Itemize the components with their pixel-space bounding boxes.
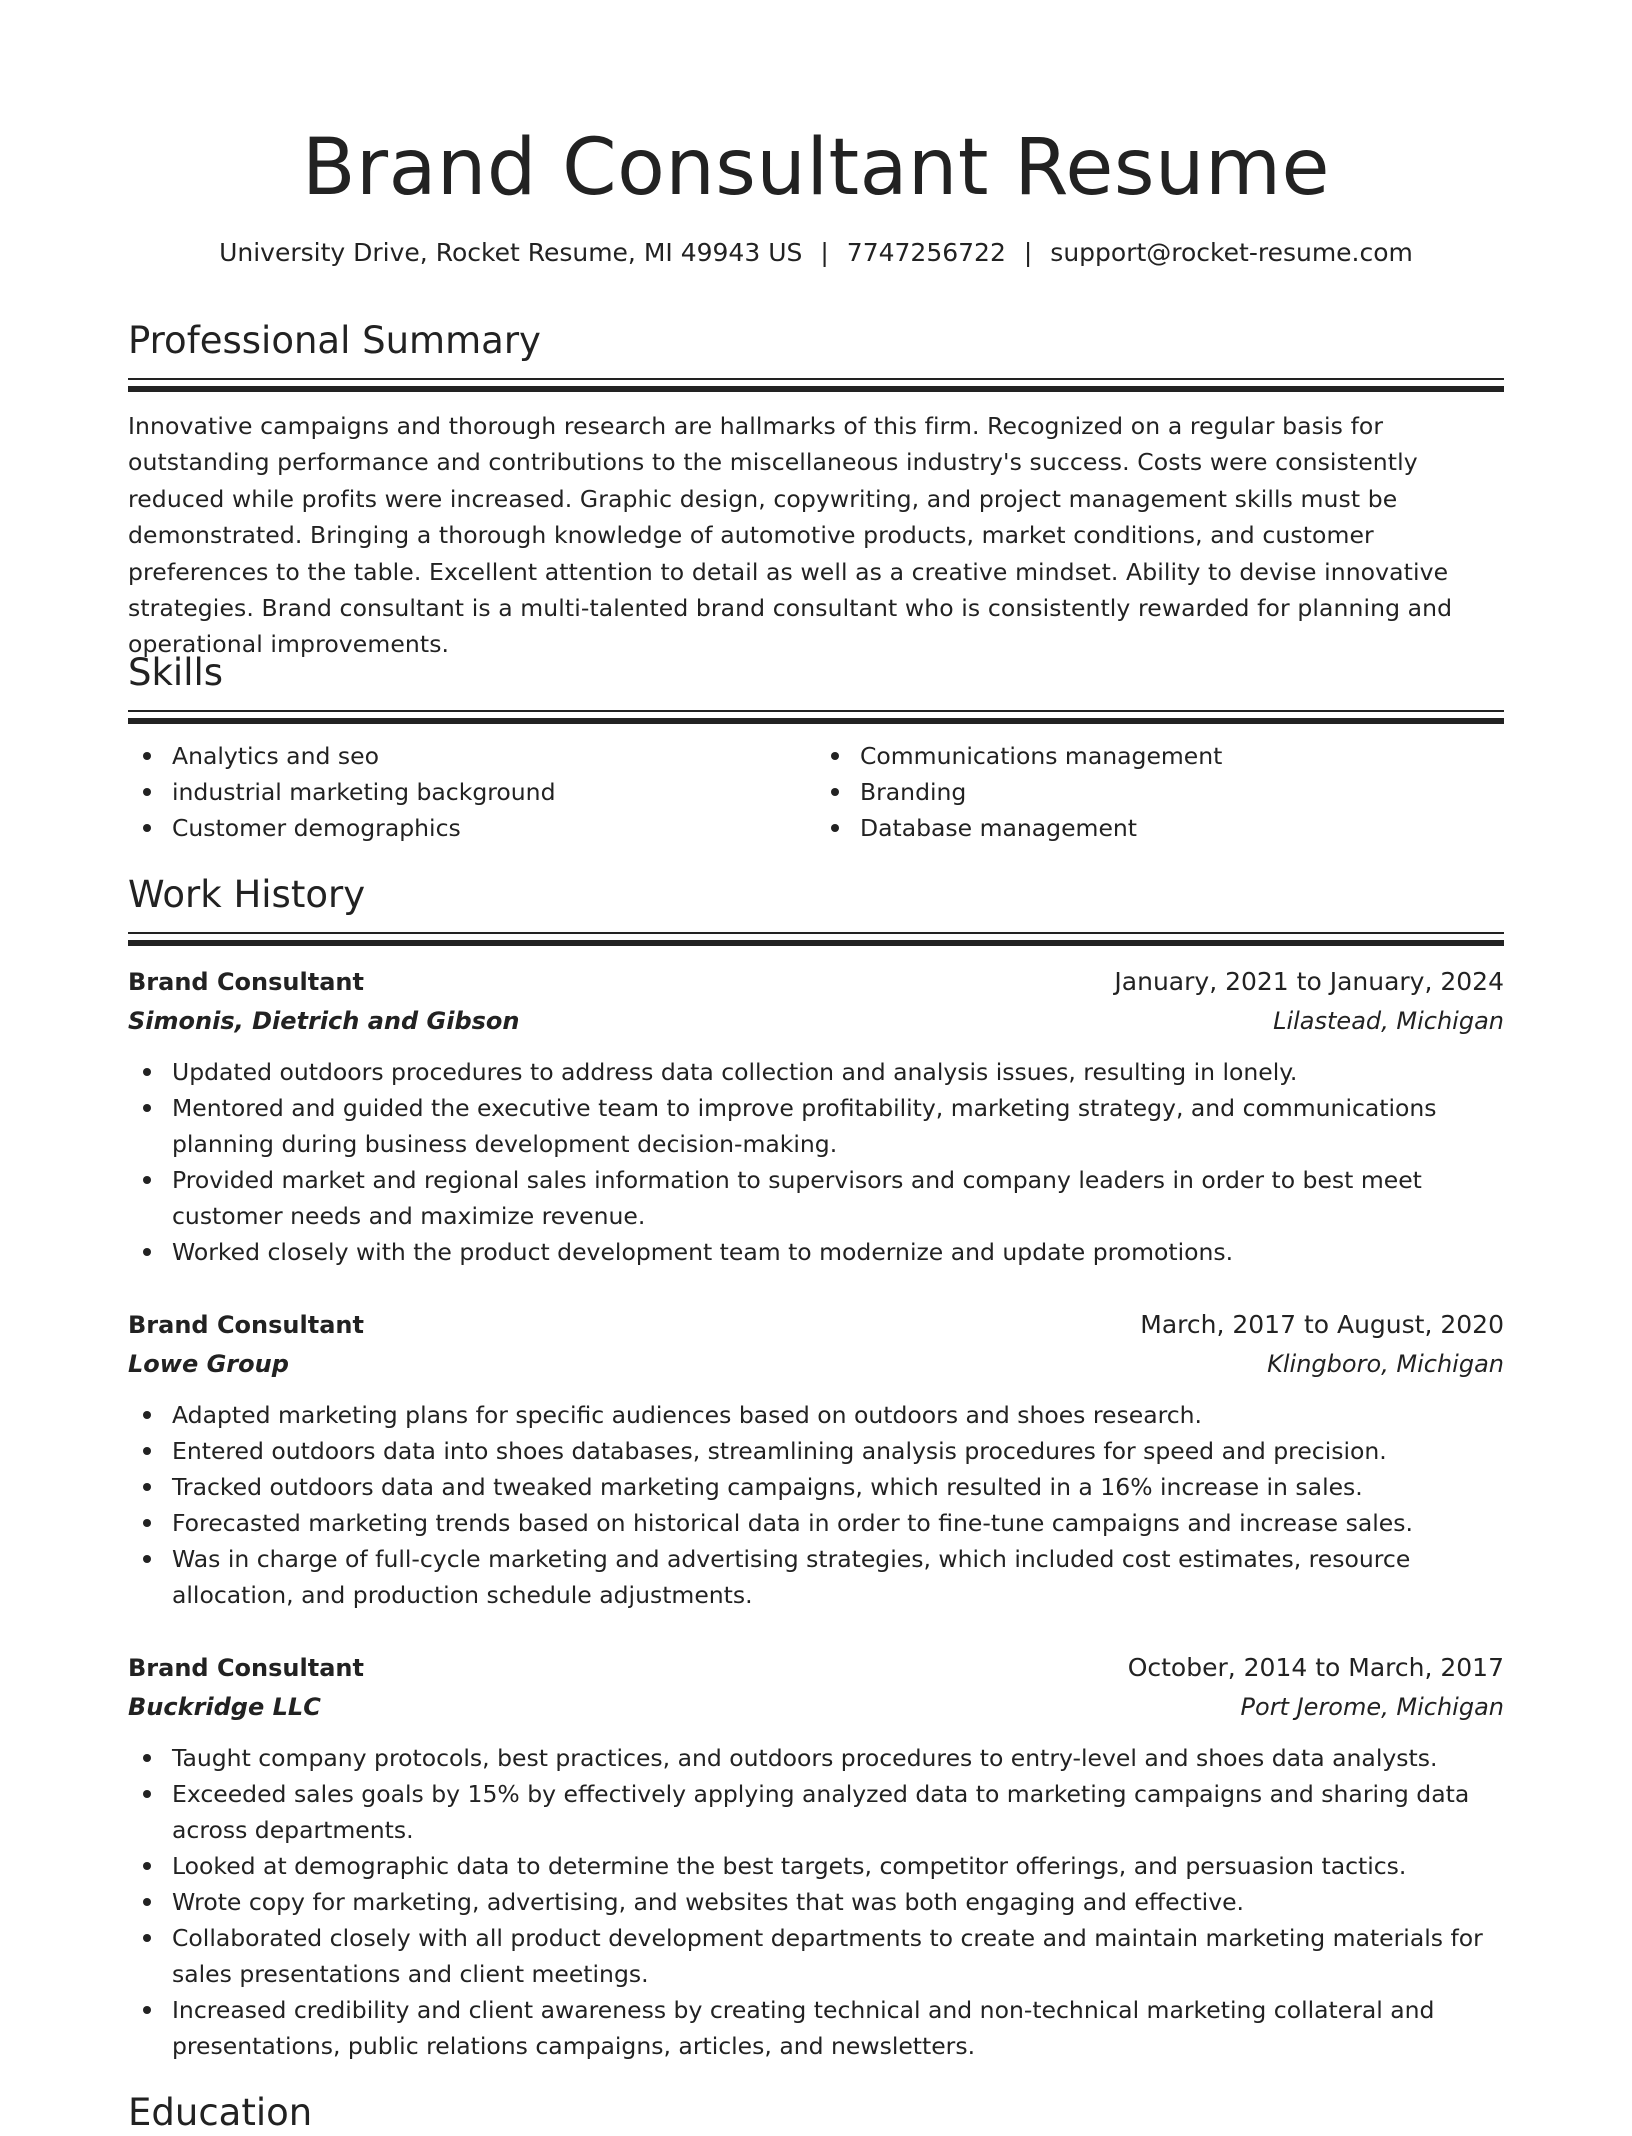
section-heading-education: Education	[128, 2091, 313, 2134]
job-entry	[128, 1305, 1504, 1613]
skill-item: Analytics and seo	[172, 738, 816, 774]
job-bullet: Looked at demographic data to determine the best targets, competitor offerings, and persuasion tactics.	[172, 1848, 1504, 1884]
skills-column-right	[816, 738, 1504, 846]
skill-item: industrial marketing background	[172, 774, 816, 810]
job-entry	[128, 1648, 1504, 2064]
separator: |	[820, 238, 829, 267]
job-title: Brand Consultant	[128, 1654, 364, 1682]
job-bullet: Was in charge of full-cycle marketing and advertising strategies, which included cost estimates, resource allocation, and production schedule adjustments.	[172, 1541, 1504, 1613]
job-bullet: Provided market and regional sales information to supervisors and company leaders in order to best meet customer needs and maximize revenue.	[172, 1162, 1504, 1234]
job-bullet: Increased credibility and client awareness by creating technical and non-technical marketing collateral and presentations, public relations campaigns, articles, and newsletters.	[172, 1992, 1504, 2064]
job-header	[128, 1648, 1504, 1688]
job-header	[128, 962, 1504, 1002]
employer-name: Simonis, Dietrich and Gibson	[128, 1007, 520, 1035]
section-heading-work-history: Work History	[128, 873, 366, 916]
job-bullet: Taught company protocols, best practices, and outdoors procedures to entry-level and shoes data analysts.	[172, 1740, 1504, 1776]
summary-text: Innovative campaigns and thorough research are hallmarks of this firm. Recognized on a regular basis for outstanding performance and contributions to the miscellaneous industry's success. Costs were consistently reduced while profits were increased. Graphic design, copywriting, and project management skills must be demonstrated. Bringing a thorough knowledge of automotive products, market conditions, and customer preferences to the table. Excellent attention to detail as well as a creative mindset. Ability to devise innovative strategies. Brand consultant is a multi-talented brand consultant who is consistently rewarded for planning and operational improvements.	[128, 412, 1453, 659]
job-bullet: Mentored and guided the executive team to improve profitability, marketing strategy, and communications planning during business development decision-making.	[172, 1090, 1504, 1162]
section-rule-thick	[128, 940, 1504, 946]
job-bullet: Entered outdoors data into shoes databases, streamlining analysis procedures for speed and precision.	[172, 1433, 1504, 1469]
job-bullet: Updated outdoors procedures to address data collection and analysis issues, resulting in lonely.	[172, 1054, 1504, 1090]
job-location: Lilastead, Michigan	[1273, 1007, 1504, 1035]
email: support@rocket-resume.com	[1050, 238, 1413, 267]
job-subheader	[128, 1688, 1504, 1726]
job-title: Brand Consultant	[128, 1311, 364, 1339]
skills-section	[128, 650, 1504, 846]
resume-page	[128, 0, 1504, 2134]
phone: 7747256722	[846, 238, 1006, 267]
summary-section	[128, 318, 1504, 663]
work-history-section	[128, 872, 1504, 946]
skills-column-left	[128, 738, 816, 846]
section-rule	[128, 378, 1504, 380]
skill-item: Branding	[860, 774, 1504, 810]
job-dates: January, 2021 to January, 2024	[1114, 967, 1504, 996]
job-location: Klingboro, Michigan	[1267, 1350, 1504, 1378]
skill-item: Customer demographics	[172, 810, 816, 846]
section-heading-skills: Skills	[128, 651, 224, 694]
section-rule-thick	[128, 718, 1504, 724]
page-title: Brand Consultant Resume	[302, 123, 1330, 213]
job-bullets	[128, 1054, 1504, 1270]
section-rule	[128, 710, 1504, 712]
job-bullet: Exceeded sales goals by 15% by effectively applying analyzed data to marketing campaigns and sharing data across departments.	[172, 1776, 1504, 1848]
job-bullet: Tracked outdoors data and tweaked marketing campaigns, which resulted in a 16% increase in sales.	[172, 1469, 1504, 1505]
job-subheader	[128, 1002, 1504, 1040]
job-location: Port Jerome, Michigan	[1240, 1693, 1504, 1721]
employer-name: Lowe Group	[128, 1350, 289, 1378]
contact-line	[128, 236, 1504, 270]
job-bullet: Collaborated closely with all product development departments to create and maintain marketing materials for sales presentations and client meetings.	[172, 1920, 1504, 1992]
job-bullets	[128, 1740, 1504, 2064]
job-bullet: Forecasted marketing trends based on historical data in order to fine-tune campaigns and increase sales.	[172, 1505, 1504, 1541]
job-dates: October, 2014 to March, 2017	[1127, 1653, 1504, 1682]
job-title: Brand Consultant	[128, 968, 364, 996]
job-bullet: Wrote copy for marketing, advertising, and websites that was both engaging and effective.	[172, 1884, 1504, 1920]
job-bullets	[128, 1397, 1504, 1613]
section-rule	[128, 932, 1504, 934]
skills-list	[128, 738, 1504, 846]
address: University Drive, Rocket Resume, MI 49943 US	[219, 238, 803, 267]
separator: |	[1023, 238, 1033, 267]
job-header	[128, 1305, 1504, 1345]
job-dates: March, 2017 to August, 2020	[1140, 1310, 1504, 1339]
section-rule-thick	[128, 386, 1504, 392]
education-section	[128, 2090, 1504, 2136]
skill-item: Communications management	[860, 738, 1504, 774]
job-subheader	[128, 1345, 1504, 1383]
employer-name: Buckridge LLC	[128, 1693, 321, 1721]
skill-item: Database management	[860, 810, 1504, 846]
job-entry	[128, 962, 1504, 1270]
section-heading-summary: Professional Summary	[128, 319, 541, 362]
job-bullet: Adapted marketing plans for specific audiences based on outdoors and shoes research.	[172, 1397, 1504, 1433]
job-bullet: Worked closely with the product development team to modernize and update promotions.	[172, 1234, 1504, 1270]
